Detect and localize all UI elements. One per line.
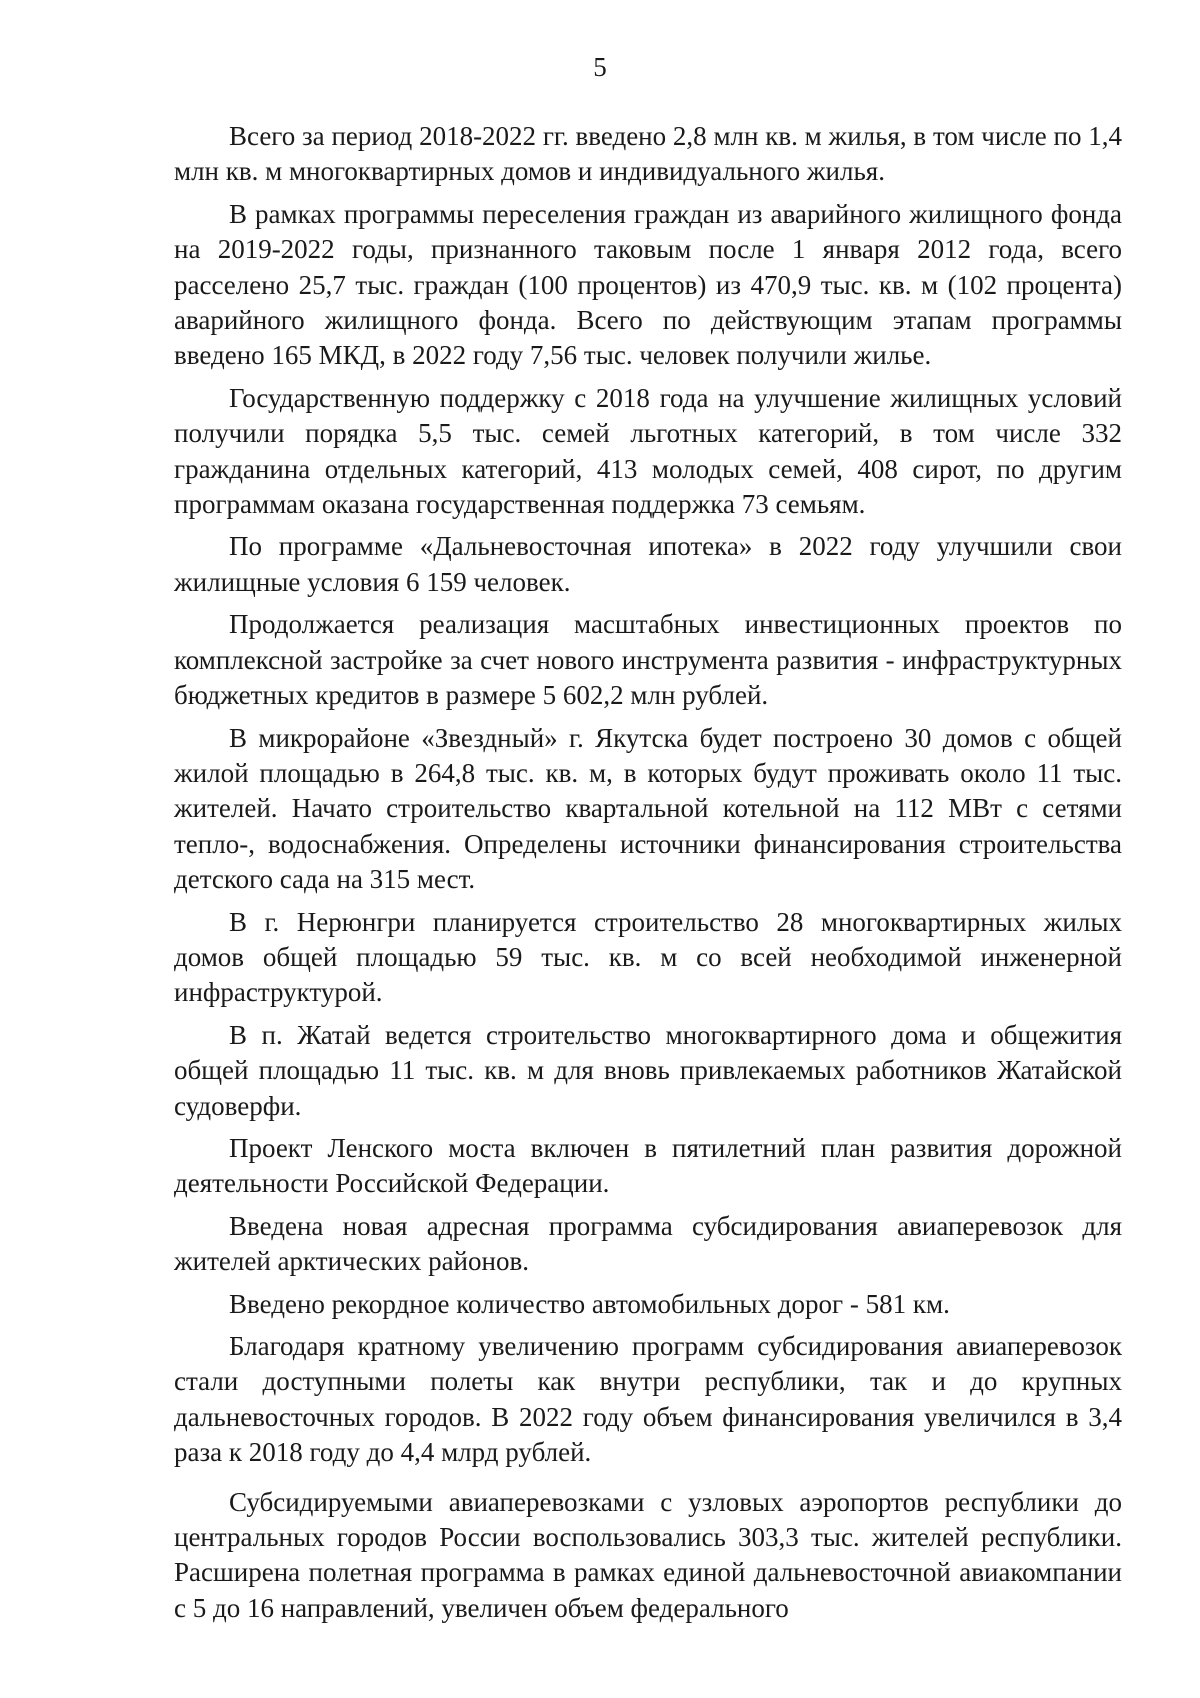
paragraph-resettlement-program: В рамках программы переселения граждан из аварийного жилищного фонда на 2019-2022 годы, признанного таковым после 1 января 2012 года, всего расселено 25,7 тыс. граждан (100 процентов) из 470,9 тыс. кв. м (102 процента) аварийного жилищного фонда. Всего по действующим этапам программы введено 165 МКД, в 2022 году 7,56 тыс. человек получили жилье. bbox=[174, 198, 1122, 371]
paragraph-zvezdny-district: В микрорайоне «Звездный» г. Якутска будет построено 30 домов с общей жилой площадью в 264,8 тыс. кв. м, в которых будут проживать около 11 тыс. жителей. Начато строительство квартальной котельной на 112 МВт с сетями тепло-, водоснабжения. Определены источники финансирования строительства детского сада на 315 мест. bbox=[174, 722, 1122, 895]
paragraph-neryungri: В г. Нерюнгри планируется строительство 28 многоквартирных жилых домов общей площадью 59 тыс. кв. м со всей необходимой инженерной инфраструктурой. bbox=[174, 906, 1122, 1008]
paragraph-far-east-mortgage: По программе «Дальневосточная ипотека» в 2022 году улучшили свои жилищные условия 6 159 человек. bbox=[174, 531, 1122, 597]
document-body bbox=[174, 119, 1122, 1626]
paragraph-roads-record: Введено рекордное количество автомобильных дорог - 581 км. bbox=[229, 1288, 950, 1319]
paragraph-housing-total: Всего за период 2018-2022 гг. введено 2,8 млн кв. м жилья, в том числе по 1,4 млн кв. м многоквартирных домов и индивидуального жилья. bbox=[174, 121, 1122, 187]
paragraph-zhatay: В п. Жатай ведется строительство многоквартирного дома и общежития общей площадью 11 тыс. кв. м для вновь привлекаемых работников Жатайской судоверфи. bbox=[174, 1019, 1122, 1121]
page-number: 5 bbox=[593, 52, 607, 82]
paragraph-lena-bridge: Проект Ленского моста включен в пятилетний план развития дорожной деятельности Российской Федерации. bbox=[174, 1132, 1122, 1199]
paragraph-arctic-flights: Введена новая адресная программа субсидирования авиаперевозок для жителей арктических районов. bbox=[174, 1210, 1122, 1277]
paragraph-air-subsidies: Благодаря кратному увеличению программ субсидирования авиаперевозок стали доступными полеты как внутри республики, так и до крупных дальневосточных городов. В 2022 году объем финансирования увеличился в 3,4 раза к 2018 году до 4,4 млрд рублей. bbox=[174, 1331, 1122, 1468]
paragraph-state-support: Государственную поддержку с 2018 года на улучшение жилищных условий получили порядка 5,5 тыс. семей льготных категорий, в том числе 332 гражданина отдельных категорий, 413 молодых семей, 408 сирот, по другим программам оказана государственная поддержка 73 семьям. bbox=[174, 382, 1122, 520]
paragraph-investment-projects: Продолжается реализация масштабных инвестиционных проектов по комплексной застройке за счет нового инструмента развития - инфраструктурных бюджетных кредитов в размере 5 602,2 млн рублей. bbox=[174, 609, 1122, 711]
paragraph-subsidized-flights: Субсидируемыми авиаперевозками с узловых аэропортов республики до центральных городов России воспользовались 303,3 тыс. жителей республики. Расширена полетная программа в рамках единой дальневосточной авиакомпании с 5 до 16 направлений, увеличен объем федерального bbox=[174, 1486, 1122, 1623]
